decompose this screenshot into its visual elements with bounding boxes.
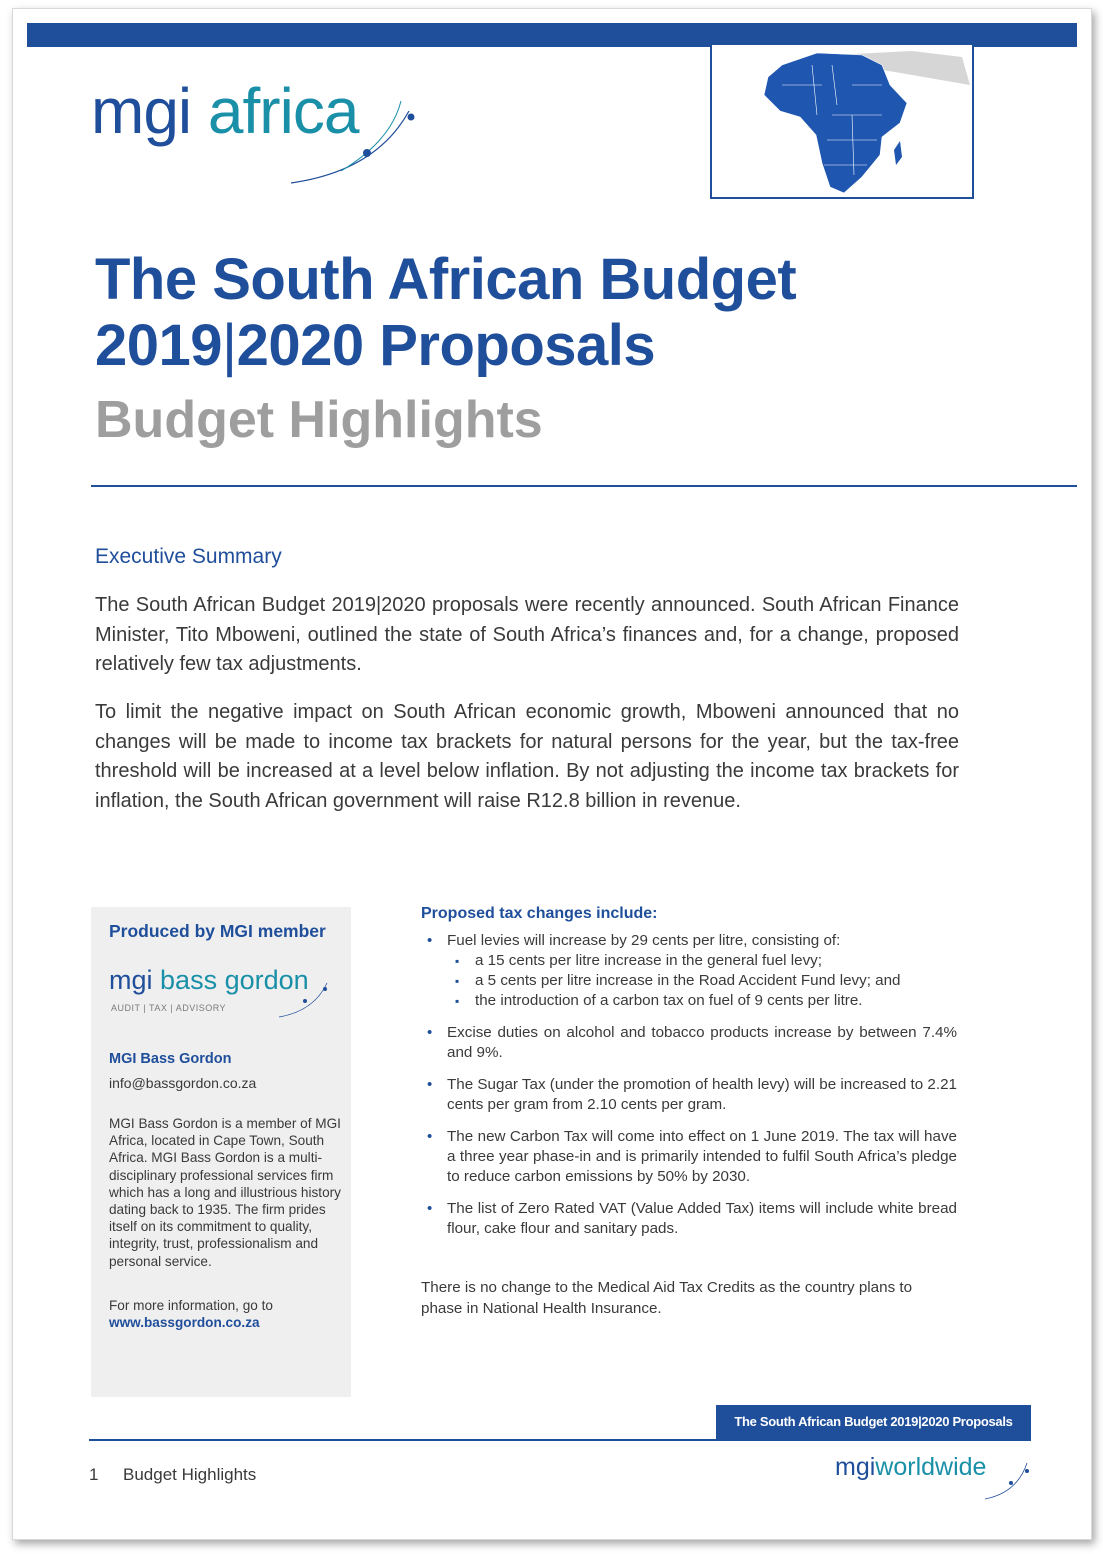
fuel-levy-sublist (447, 951, 957, 1011)
sidebar-logo-subtitle: AUDIT | TAX | ADVISORY (111, 1003, 227, 1013)
header-bar (27, 23, 1077, 47)
footer-document-tag: The South African Budget 2019|2020 Proposals (716, 1405, 1031, 1439)
divider (91, 485, 1077, 487)
mgi-bass-gordon-logo (109, 965, 339, 1025)
tax-changes-heading: Proposed tax changes include: (421, 905, 658, 922)
member-name: MGI Bass Gordon (109, 1051, 232, 1067)
list-item (421, 931, 957, 1011)
sidebar-heading: Produced by MGI member (109, 921, 326, 941)
page-label: Budget Highlights (123, 1465, 257, 1484)
list-item: • Excise duties on alcohol and tobacco products increase by between 7.4% and 9%. (421, 1023, 957, 1063)
mgi-worldwide-logo (835, 1449, 1035, 1505)
list-item: • The Sugar Tax (under the promotion of health levy) will be increased to 2.21 cents per gram from 2.10 cents per gram. (421, 1075, 957, 1115)
more-info (109, 1297, 347, 1331)
logo-mgi: mgi (91, 75, 192, 147)
member-description: MGI Bass Gordon is a member of MGI Africa, located in Cape Town, South Africa. MGI Bass Gordon is a multi-disciplinary professional services firm which has a long and illustrious history dating back to 1935. The firm prides itself on its commitment to quality, integrity, trust, professionalism and personal service. (109, 1116, 341, 1269)
document-title (95, 247, 796, 379)
sidebar-logo-rest: bass gordon (160, 965, 309, 995)
footer-logo-rest: worldwide (875, 1453, 987, 1481)
more-info-label: For more information, go to (109, 1298, 273, 1313)
title-line-2 (95, 313, 796, 379)
member-sidebar (91, 907, 351, 1397)
list-item: • The list of Zero Rated VAT (Value Added Tax) items will include white bread flour, cake flour and sanitary pads. (421, 1199, 957, 1239)
sub-list-item: ▪ a 5 cents per litre increase in the Road Accident Fund levy; and (447, 971, 957, 991)
sidebar-logo-swoosh-icon (109, 965, 339, 1025)
title-year-end: 2020 Proposals (236, 313, 656, 378)
logo-swoosh-icon (91, 71, 431, 191)
member-email[interactable]: info@bassgordon.co.za (109, 1075, 257, 1091)
executive-summary-paragraph-2: To limit the negative impact on South African economic growth, Mboweni announced that no changes will be made to income tax brackets for natural persons for the year, but the tax-free threshold will be increased at a level below inflation. By not adjusting the income tax brackets for inflation, the South African government will raise R12.8 billion in revenue. (95, 701, 959, 812)
footer-logo-swoosh-icon (835, 1449, 1035, 1505)
title-year-start: 2019 (95, 313, 223, 378)
mgi-africa-logo (91, 71, 431, 191)
footer-logo-mgi: mgi (835, 1453, 876, 1481)
executive-summary-paragraph-1: The South African Budget 2019|2020 proposals were recently announced. South African Finance Minister, Tito Mboweni, outlined the state of South Africa’s finances and, for a change, proposed relatively few tax adjustments. (95, 594, 959, 675)
sub-list-item: ▪ the introduction of a carbon tax on fuel of 9 cents per litre. (447, 991, 957, 1011)
tax-changes-list (421, 931, 957, 1251)
africa-map-icon (712, 45, 972, 197)
member-website-link[interactable]: www.bassgordon.co.za (109, 1315, 260, 1331)
document-subtitle: Budget Highlights (95, 391, 543, 449)
list-item-text: Fuel levies will increase by 29 cents per litre, consisting of: (447, 932, 841, 949)
tax-changes-closing: There is no change to the Medical Aid Tax Credits as the country plans to phase in National Health Insurance. (421, 1279, 913, 1317)
page-number: 1 (89, 1465, 99, 1484)
executive-summary-heading: Executive Summary (95, 545, 282, 568)
document-page (12, 8, 1092, 1540)
sub-list-item: ▪ a 15 cents per litre increase in the general fuel levy; (447, 951, 957, 971)
logo-africa: africa (207, 75, 359, 147)
footer-divider (89, 1439, 1031, 1441)
title-year-separator: | (222, 313, 237, 378)
africa-map (710, 45, 974, 199)
list-item: • The new Carbon Tax will come into effect on 1 June 2019. The tax will have a three year phase-in and is primarily intended to fulfil South Africa’s pledge to reduce carbon emissions by 50% by 2030. (421, 1127, 957, 1187)
title-line-1: The South African Budget (95, 247, 797, 312)
sidebar-logo-mgi: mgi (109, 965, 153, 995)
